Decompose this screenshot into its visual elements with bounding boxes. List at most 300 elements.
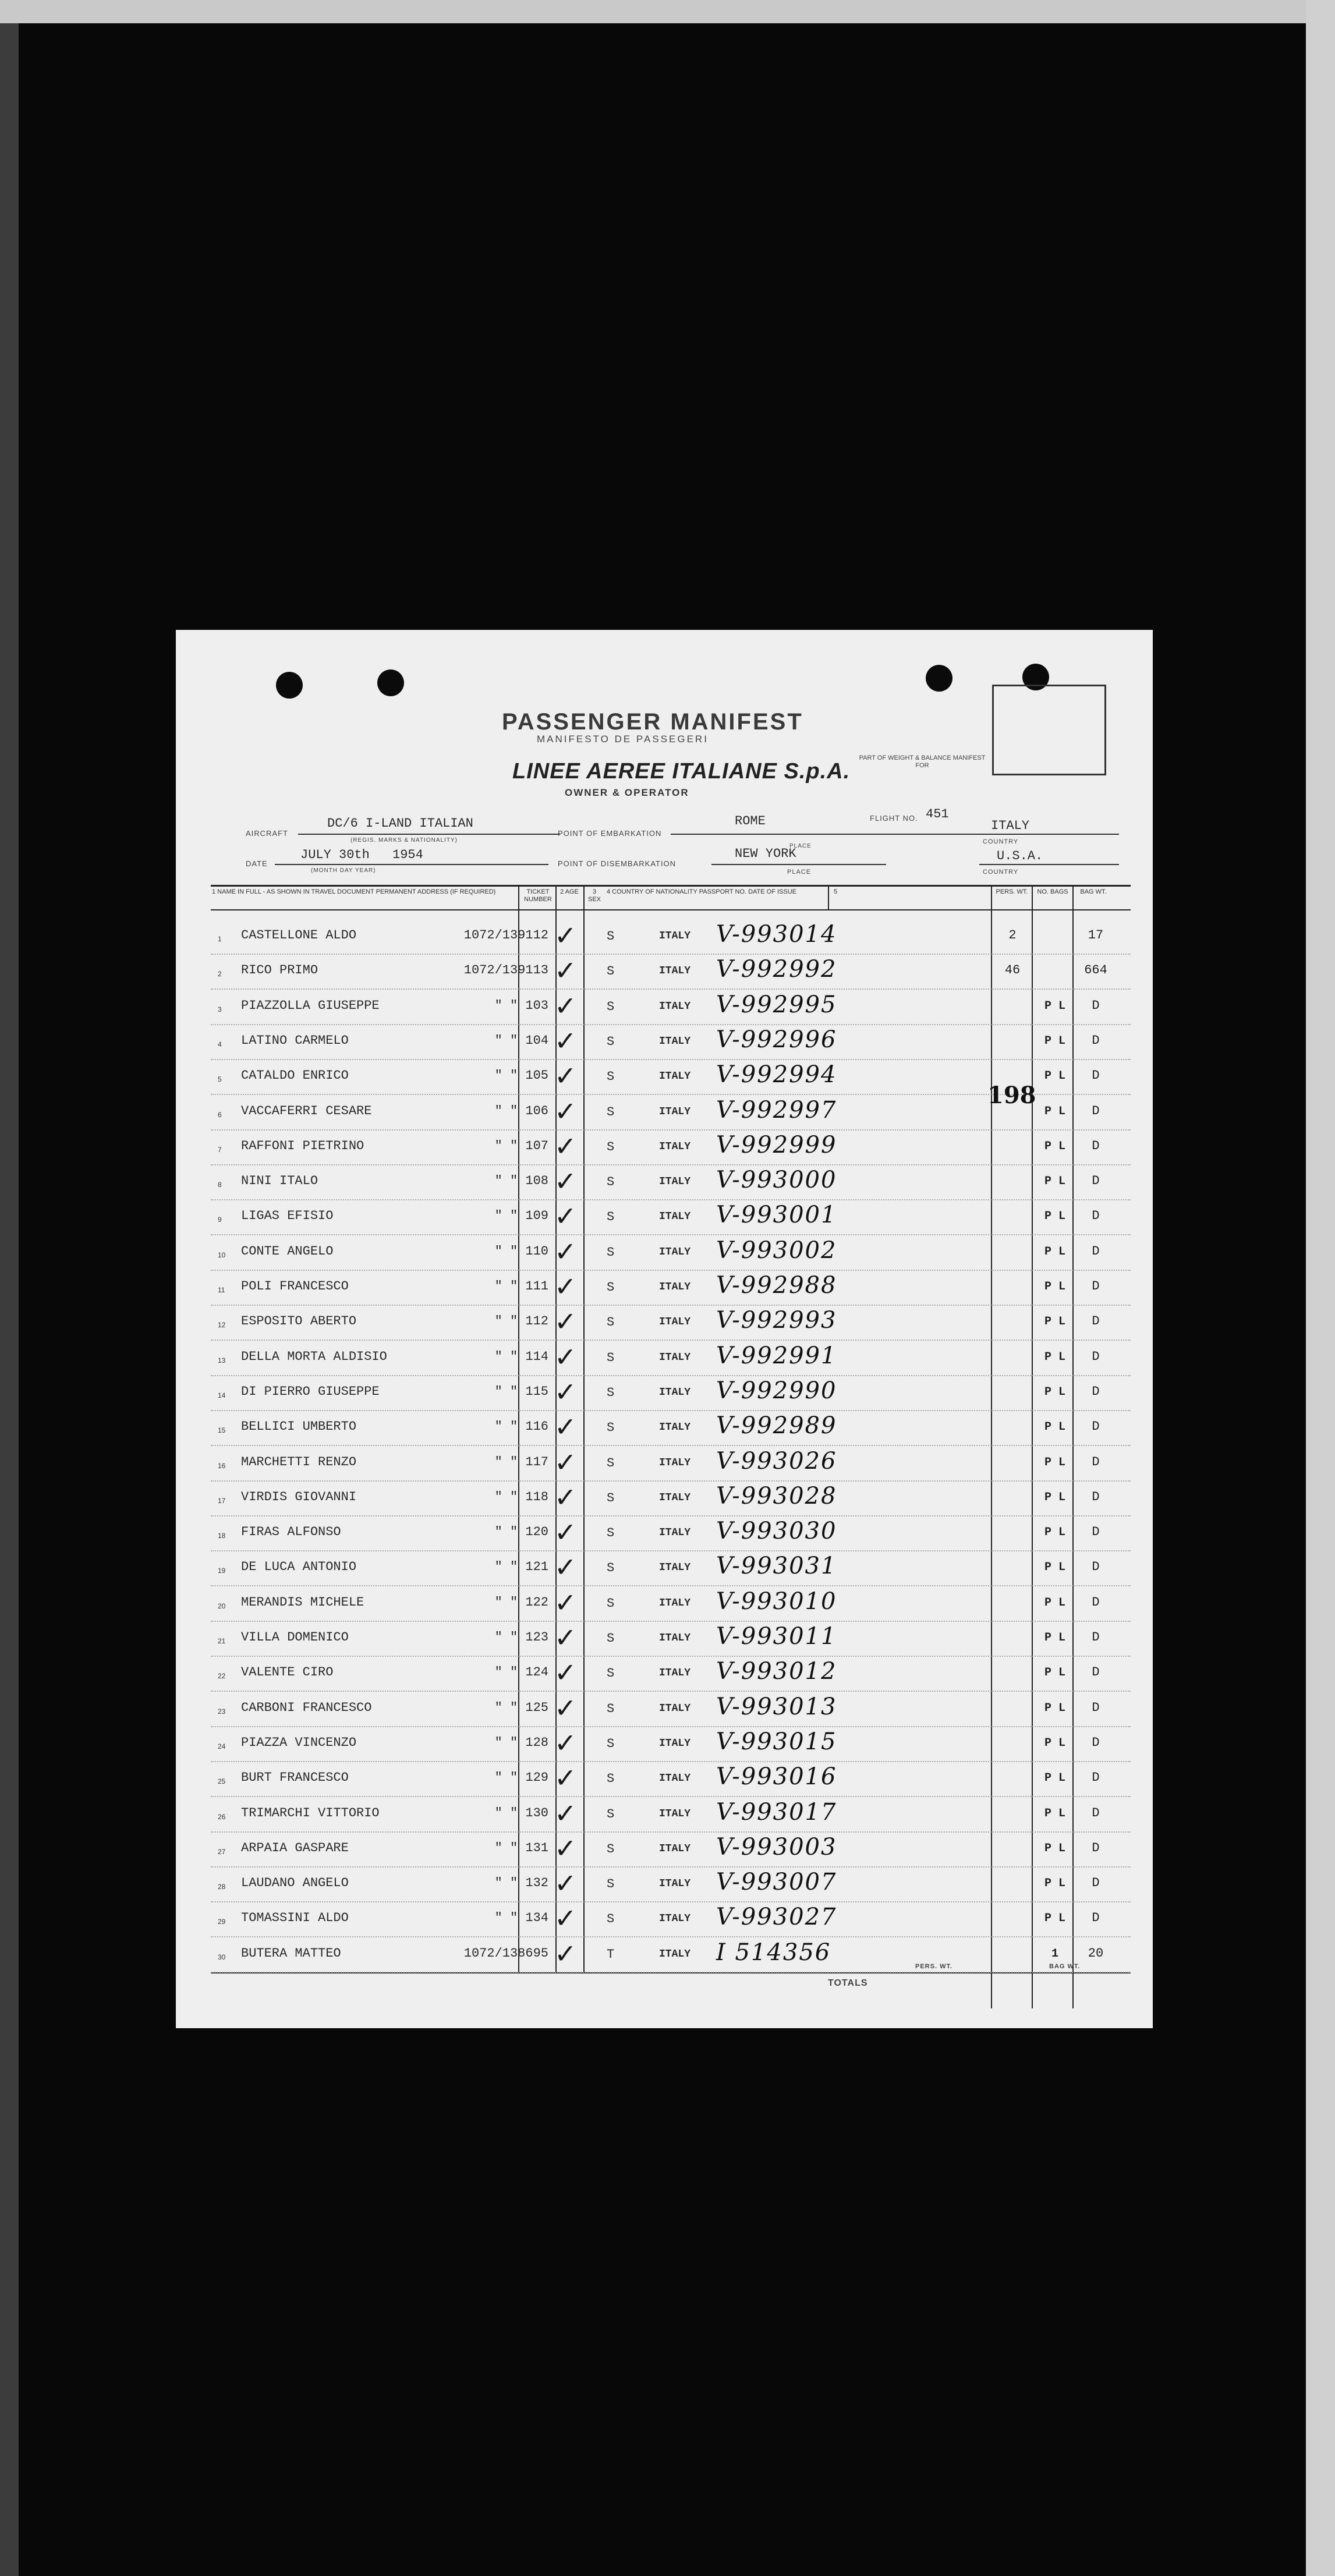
sex-code: S	[607, 1350, 615, 1365]
table-row	[211, 955, 1131, 990]
nationality: ITALY	[659, 1281, 691, 1293]
nationality: ITALY	[659, 1071, 691, 1083]
table-row	[211, 1868, 1131, 1902]
check-mark: ✓	[554, 1235, 577, 1267]
passenger-name: VIRDIS GIOVANNI	[241, 1489, 357, 1504]
passport-number: V-992996	[716, 1026, 837, 1053]
row-number: 11	[218, 1286, 225, 1294]
passenger-name: DELLA MORTA ALDISIO	[241, 1349, 387, 1364]
col-bags-header: NO. BAGS	[1037, 888, 1068, 895]
embarkation-label: POINT OF EMBARKATION	[558, 829, 662, 838]
row-number: 8	[218, 1181, 222, 1189]
row-number: 15	[218, 1426, 226, 1435]
col-ticket-header: TICKET NUMBER	[524, 888, 552, 903]
ticket-number: " " 107	[494, 1138, 548, 1153]
nationality: ITALY	[659, 1878, 691, 1890]
row-number: 21	[218, 1637, 226, 1645]
place-label-top: PLACE	[789, 843, 812, 849]
passport-number: V-992994	[716, 1061, 837, 1089]
row-number: 14	[218, 1391, 226, 1399]
sex-code: S	[607, 1420, 615, 1436]
nationality: ITALY	[659, 1527, 691, 1539]
nationality: ITALY	[659, 1000, 691, 1012]
bags-code: P L	[1044, 1841, 1065, 1855]
nationality: ITALY	[659, 1351, 691, 1363]
row-number: 29	[218, 1918, 226, 1926]
disembarkation-label: POINT OF DISEMBARKATION	[558, 859, 677, 868]
ticket-number: " " 116	[494, 1419, 548, 1434]
passport-number: V-993003	[716, 1833, 837, 1861]
check-mark: ✓	[554, 1727, 577, 1759]
table-row	[211, 1447, 1131, 1482]
check-mark: ✓	[554, 1446, 577, 1478]
bags-code: P L	[1044, 1877, 1065, 1891]
bag-weight: 20	[1088, 1946, 1104, 1961]
row-separator	[211, 1972, 1131, 1973]
bags-code: P L	[1044, 1526, 1065, 1540]
row-number: 23	[218, 1707, 226, 1716]
table-row	[211, 1482, 1131, 1516]
row-number: 22	[218, 1672, 226, 1681]
check-mark: ✓	[554, 1902, 577, 1934]
row-number: 30	[218, 1953, 226, 1961]
bags-code: P L	[1044, 1280, 1065, 1294]
bag-weight: D	[1092, 1525, 1100, 1540]
flight-value: 451	[926, 807, 949, 821]
nationality: ITALY	[659, 1913, 691, 1925]
sex-code: S	[607, 1631, 615, 1646]
row-number: 2	[218, 970, 222, 979]
nationality: ITALY	[659, 1702, 691, 1714]
bag-weight: D	[1092, 1805, 1100, 1820]
country-value-2: U.S.A.	[997, 849, 1043, 863]
bags-code: P L	[1044, 1455, 1065, 1469]
ticket-number: " " 124	[494, 1665, 548, 1680]
date-label: DATE	[246, 859, 268, 868]
check-mark: ✓	[554, 920, 577, 951]
nationality: ITALY	[659, 1737, 691, 1749]
passenger-name: MARCHETTI RENZO	[241, 1454, 357, 1469]
row-number: 28	[218, 1883, 226, 1891]
country-underline	[979, 834, 1119, 835]
row-number: 3	[218, 1005, 222, 1014]
bag-weight: D	[1092, 1384, 1100, 1399]
sex-code: S	[607, 1596, 615, 1611]
table-row	[211, 1236, 1131, 1271]
page-title: PASSENGER MANIFEST	[502, 709, 803, 735]
sex-code: S	[607, 1385, 615, 1400]
col-bag-wt-header: BAG WT.	[1080, 888, 1107, 895]
table-row	[211, 1306, 1131, 1341]
ticket-number: " " 106	[494, 1103, 548, 1118]
passenger-name: BURT FRANCESCO	[241, 1770, 349, 1785]
passport-number: V-993028	[716, 1482, 837, 1510]
passport-number: V-992997	[716, 1096, 837, 1124]
row-number: 18	[218, 1532, 226, 1540]
check-mark: ✓	[554, 1165, 577, 1197]
passport-number: V-993017	[716, 1798, 837, 1826]
bags-code: P L	[1044, 1139, 1065, 1153]
bags-code: P L	[1044, 1175, 1065, 1189]
bag-weight: D	[1092, 1665, 1100, 1680]
sex-code: S	[607, 1069, 615, 1085]
table-row	[211, 1762, 1131, 1797]
nationality: ITALY	[659, 1667, 691, 1679]
row-number: 9	[218, 1216, 222, 1224]
check-mark: ✓	[554, 1586, 577, 1618]
passenger-name: BUTERA MATTEO	[241, 1946, 341, 1961]
col-5-header: 5	[834, 888, 838, 895]
sex-code: S	[607, 1245, 615, 1260]
page-subtitle: MANIFESTO DE PASSEGERI	[537, 734, 709, 745]
ticket-number: " " 112	[494, 1314, 548, 1329]
nationality: ITALY	[659, 965, 691, 977]
sex-code: S	[607, 1280, 615, 1295]
check-mark: ✓	[554, 1481, 577, 1513]
film-edge-top	[0, 0, 1335, 23]
passport-number: V-992992	[716, 956, 837, 983]
passenger-name: VACCAFERRI CESARE	[241, 1103, 372, 1118]
table-row	[211, 1587, 1131, 1622]
punch-hole	[377, 669, 404, 696]
ticket-number: " " 117	[494, 1454, 548, 1469]
sex-code: S	[607, 1455, 615, 1471]
passenger-name: LATINO CARMELO	[241, 1033, 349, 1048]
bags-code: P L	[1044, 1666, 1065, 1680]
sex-code: S	[607, 1701, 615, 1716]
bag-weight: D	[1092, 1174, 1100, 1189]
bags-code: P L	[1044, 1561, 1065, 1575]
passenger-name: BELLICI UMBERTO	[241, 1419, 357, 1434]
ticket-number: " " 105	[494, 1068, 548, 1083]
col-name-header: 1 NAME IN FULL - AS SHOWN IN TRAVEL DOCUMENT PERMANENT ADDRESS (IF REQUIRED)	[212, 888, 496, 895]
row-number: 4	[218, 1040, 222, 1048]
passport-number: V-993011	[716, 1623, 837, 1650]
ticket-number: " " 111	[494, 1279, 548, 1294]
ticket-number: 1072/138695	[463, 1946, 548, 1961]
bags-code: P L	[1044, 1701, 1065, 1715]
row-number: 25	[218, 1777, 226, 1786]
table-row	[211, 1551, 1131, 1586]
check-mark: ✓	[554, 1762, 577, 1794]
table-header-rule	[211, 909, 1131, 910]
bags-code: P L	[1044, 1104, 1065, 1118]
sex-code: S	[607, 964, 615, 979]
passenger-name: LAUDANO ANGELO	[241, 1876, 349, 1891]
sex-code: S	[607, 1210, 615, 1225]
sex-code: S	[607, 929, 615, 944]
table-row	[211, 1622, 1131, 1657]
country-label-2: COUNTRY	[983, 869, 1019, 876]
col-sex-header: 3 SEX	[587, 888, 601, 903]
bags-code: P L	[1044, 1315, 1065, 1329]
pers-weight: 2	[1008, 928, 1017, 942]
check-mark: ✓	[554, 1095, 577, 1127]
bag-weight: D	[1092, 1911, 1100, 1926]
check-mark: ✓	[554, 1130, 577, 1162]
passenger-name: CARBONI FRANCESCO	[241, 1700, 372, 1715]
nationality: ITALY	[659, 1211, 691, 1223]
table-row	[211, 990, 1131, 1025]
passport-number: V-993030	[716, 1518, 837, 1545]
passport-number: V-993014	[716, 921, 837, 948]
passenger-name: RAFFONI PIETRINO	[241, 1138, 364, 1153]
bag-weight: D	[1092, 1033, 1100, 1048]
table-row	[211, 1727, 1131, 1762]
passport-number: V-993012	[716, 1658, 837, 1685]
ticket-number: " " 130	[494, 1805, 548, 1820]
table-row	[211, 1657, 1131, 1692]
bag-weight: D	[1092, 1560, 1100, 1575]
bags-code: P L	[1044, 1245, 1065, 1259]
check-mark: ✓	[554, 1797, 577, 1829]
place-label: PLACE	[787, 869, 812, 876]
bags-code: P L	[1044, 1210, 1065, 1224]
sex-code: S	[607, 1526, 615, 1541]
sex-code: S	[607, 1490, 615, 1505]
check-mark: ✓	[554, 1271, 577, 1302]
sex-code: S	[607, 1736, 615, 1751]
sex-code: S	[607, 999, 615, 1014]
passport-number: V-992991	[716, 1342, 837, 1369]
ticket-number: " " 129	[494, 1770, 548, 1785]
disembarkation-value: NEW YORK	[735, 846, 796, 861]
check-mark: ✓	[554, 1341, 577, 1373]
nationality: ITALY	[659, 1632, 691, 1644]
row-number: 12	[218, 1321, 226, 1330]
table-row	[211, 1833, 1131, 1868]
passport-number: V-993002	[716, 1236, 837, 1264]
check-mark: ✓	[554, 1306, 577, 1338]
passport-number: V-992989	[716, 1412, 837, 1440]
check-mark: ✓	[554, 1516, 577, 1549]
ticket-number: " " 125	[494, 1700, 548, 1715]
ticket-number: " " 118	[494, 1489, 548, 1504]
passenger-name: ARPAIA GASPARE	[241, 1840, 349, 1855]
aircraft-value: DC/6 I-LAND ITALIAN	[327, 816, 473, 831]
bag-weight: D	[1092, 1876, 1100, 1891]
punch-hole	[276, 672, 303, 699]
row-number: 1	[218, 935, 222, 943]
check-mark: ✓	[554, 990, 577, 1022]
nationality: ITALY	[659, 1140, 691, 1153]
passenger-name: RICO PRIMO	[241, 963, 318, 978]
ticket-number: " " 121	[494, 1560, 548, 1575]
ticket-number: " " 115	[494, 1384, 548, 1399]
sex-code: S	[607, 1877, 615, 1892]
manifest-page	[176, 630, 1153, 2028]
nationality: ITALY	[659, 1948, 691, 1960]
bag-weight: D	[1092, 1103, 1100, 1118]
ticket-number: " " 114	[494, 1349, 548, 1364]
passport-number: V-992995	[716, 991, 837, 1018]
nationality: ITALY	[659, 930, 691, 942]
bags-code: P L	[1044, 1385, 1065, 1399]
punch-hole	[926, 665, 952, 692]
stamp-box	[992, 685, 1106, 775]
check-mark: ✓	[554, 1025, 577, 1057]
embarkation-value: ROME	[735, 814, 766, 828]
ticket-number: " " 120	[494, 1525, 548, 1540]
nationality: ITALY	[659, 1422, 691, 1434]
passenger-name: PIAZZA VINCENZO	[241, 1735, 357, 1750]
passenger-name: NINI ITALO	[241, 1174, 318, 1189]
bags-code: P L	[1044, 1771, 1065, 1785]
col-pers-wt-header: PERS. WT.	[996, 888, 1028, 895]
sex-code: S	[607, 1034, 615, 1049]
totals-label: TOTALS	[828, 1978, 868, 1988]
passenger-name: MERANDIS MICHELE	[241, 1595, 364, 1610]
table-row	[211, 1376, 1131, 1411]
passenger-name: VALENTE CIRO	[241, 1665, 334, 1680]
nationality: ITALY	[659, 1176, 691, 1188]
embarkation-underline	[671, 834, 985, 835]
passenger-name: CASTELLONE ALDO	[241, 928, 357, 942]
passenger-name: TOMASSINI ALDO	[241, 1911, 349, 1926]
sex-code: S	[607, 1315, 615, 1330]
row-number: 17	[218, 1496, 226, 1505]
nationality: ITALY	[659, 1597, 691, 1609]
passport-number: V-993007	[716, 1869, 837, 1896]
bags-code: P L	[1044, 1596, 1065, 1610]
nationality: ITALY	[659, 1842, 691, 1855]
ticket-number: " " 103	[494, 998, 548, 1013]
sex-code: S	[607, 1771, 615, 1787]
passenger-name: VILLA DOMENICO	[241, 1630, 349, 1645]
country-label: COUNTRY	[983, 838, 1019, 845]
passport-number: V-993031	[716, 1553, 837, 1580]
bag-weight: D	[1092, 1138, 1100, 1153]
table-row	[211, 1025, 1131, 1060]
bag-weight: D	[1092, 1349, 1100, 1364]
aircraft-label: AIRCRAFT	[246, 829, 288, 838]
row-number: 20	[218, 1601, 226, 1610]
sex-code: S	[607, 1666, 615, 1681]
row-number: 19	[218, 1567, 226, 1575]
check-mark: ✓	[554, 1622, 577, 1653]
col-age-header: 2 AGE	[560, 888, 579, 895]
passport-number: V-993016	[716, 1763, 837, 1791]
bags-code: P L	[1044, 1069, 1065, 1083]
bag-weight: D	[1092, 1595, 1100, 1610]
nationality: ITALY	[659, 1386, 691, 1398]
check-mark: ✓	[554, 1832, 577, 1864]
date-year: 1954	[392, 848, 423, 862]
passenger-name: ESPOSITO ABERTO	[241, 1314, 357, 1329]
passenger-name: PIAZZOLLA GIUSEPPE	[241, 998, 380, 1013]
nationality: ITALY	[659, 1316, 691, 1328]
passenger-name: POLI FRANCESCO	[241, 1279, 349, 1294]
check-mark: ✓	[554, 1411, 577, 1443]
row-number: 26	[218, 1812, 226, 1821]
bag-weight: D	[1092, 998, 1100, 1013]
bags-code: P L	[1044, 1806, 1065, 1820]
row-number: 13	[218, 1356, 226, 1365]
weight-note: PART OF WEIGHT & BALANCE MANIFEST FOR	[859, 754, 986, 769]
owner-label: OWNER & OPERATOR	[565, 787, 689, 798]
sex-code: S	[607, 1841, 615, 1856]
bag-weight: D	[1092, 1840, 1100, 1855]
bags-code: P L	[1044, 1034, 1065, 1048]
row-number: 7	[218, 1145, 222, 1154]
row-number: 16	[218, 1461, 226, 1470]
sex-code: S	[607, 1912, 615, 1927]
nationality: ITALY	[659, 1457, 691, 1469]
bag-wt-total-label: BAG WT.	[1049, 1963, 1081, 1970]
passport-number: V-993000	[716, 1167, 837, 1194]
bags-code: P L	[1044, 1631, 1065, 1645]
pers-wt-total-label: PERS. WT.	[915, 1963, 953, 1970]
annotation-198: 198	[987, 1082, 1036, 1109]
passenger-name: CONTE ANGELO	[241, 1243, 334, 1259]
bags-code: P L	[1044, 1736, 1065, 1750]
country-underline-2	[979, 864, 1119, 865]
bags-code: P L	[1044, 1420, 1065, 1434]
bag-weight: D	[1092, 1314, 1100, 1329]
aircraft-sublabel: (REGIS. MARKS & NATIONALITY)	[350, 837, 458, 844]
bag-weight: D	[1092, 1454, 1100, 1469]
passenger-name: FIRAS ALFONSO	[241, 1525, 341, 1540]
bag-weight: D	[1092, 1279, 1100, 1294]
nationality: ITALY	[659, 1246, 691, 1258]
passport-number: I 514356	[716, 1939, 831, 1966]
passport-number: V-992999	[716, 1131, 837, 1158]
company-name: LINEE AEREE ITALIANE S.p.A.	[512, 759, 851, 784]
nationality: ITALY	[659, 1105, 691, 1118]
ticket-number: " " 122	[494, 1595, 548, 1610]
table-row	[211, 1200, 1131, 1235]
passport-number: V-992988	[716, 1272, 837, 1299]
ticket-number: " " 104	[494, 1033, 548, 1048]
ticket-number: " " 109	[494, 1209, 548, 1224]
disembarkation-underline	[711, 864, 886, 865]
film-edge-right	[1306, 0, 1335, 2576]
row-number: 27	[218, 1847, 226, 1856]
check-mark: ✓	[554, 1551, 577, 1583]
ticket-number: " " 128	[494, 1735, 548, 1750]
passport-number: V-993027	[716, 1904, 837, 1931]
check-mark: ✓	[554, 1376, 577, 1408]
sex-code: T	[607, 1947, 615, 1962]
aircraft-underline	[298, 834, 560, 835]
date-value: JULY 30th	[300, 848, 370, 862]
film-edge-left	[0, 0, 19, 2576]
bag-weight: D	[1092, 1630, 1100, 1645]
date-underline	[275, 864, 548, 865]
bag-weight: 664	[1084, 963, 1107, 978]
sex-code: S	[607, 1104, 615, 1119]
nationality: ITALY	[659, 1491, 691, 1504]
table-row	[211, 1165, 1131, 1200]
ticket-number: 1072/139112	[463, 928, 548, 942]
check-mark: ✓	[554, 1868, 577, 1900]
bag-weight: D	[1092, 1243, 1100, 1259]
nationality: ITALY	[659, 1773, 691, 1785]
bag-weight: D	[1092, 1068, 1100, 1083]
ticket-number: " " 108	[494, 1174, 548, 1189]
nationality: ITALY	[659, 1562, 691, 1574]
sex-code: S	[607, 1175, 615, 1190]
nationality: ITALY	[659, 1035, 691, 1047]
check-mark: ✓	[554, 955, 577, 987]
bags-code: P L	[1044, 999, 1065, 1013]
table-row	[211, 1516, 1131, 1551]
table-row	[211, 1692, 1131, 1727]
passenger-name: DI PIERRO GIUSEPPE	[241, 1384, 380, 1399]
passport-number: V-993010	[716, 1588, 837, 1615]
passport-number: V-992990	[716, 1377, 837, 1404]
bag-weight: D	[1092, 1489, 1100, 1504]
